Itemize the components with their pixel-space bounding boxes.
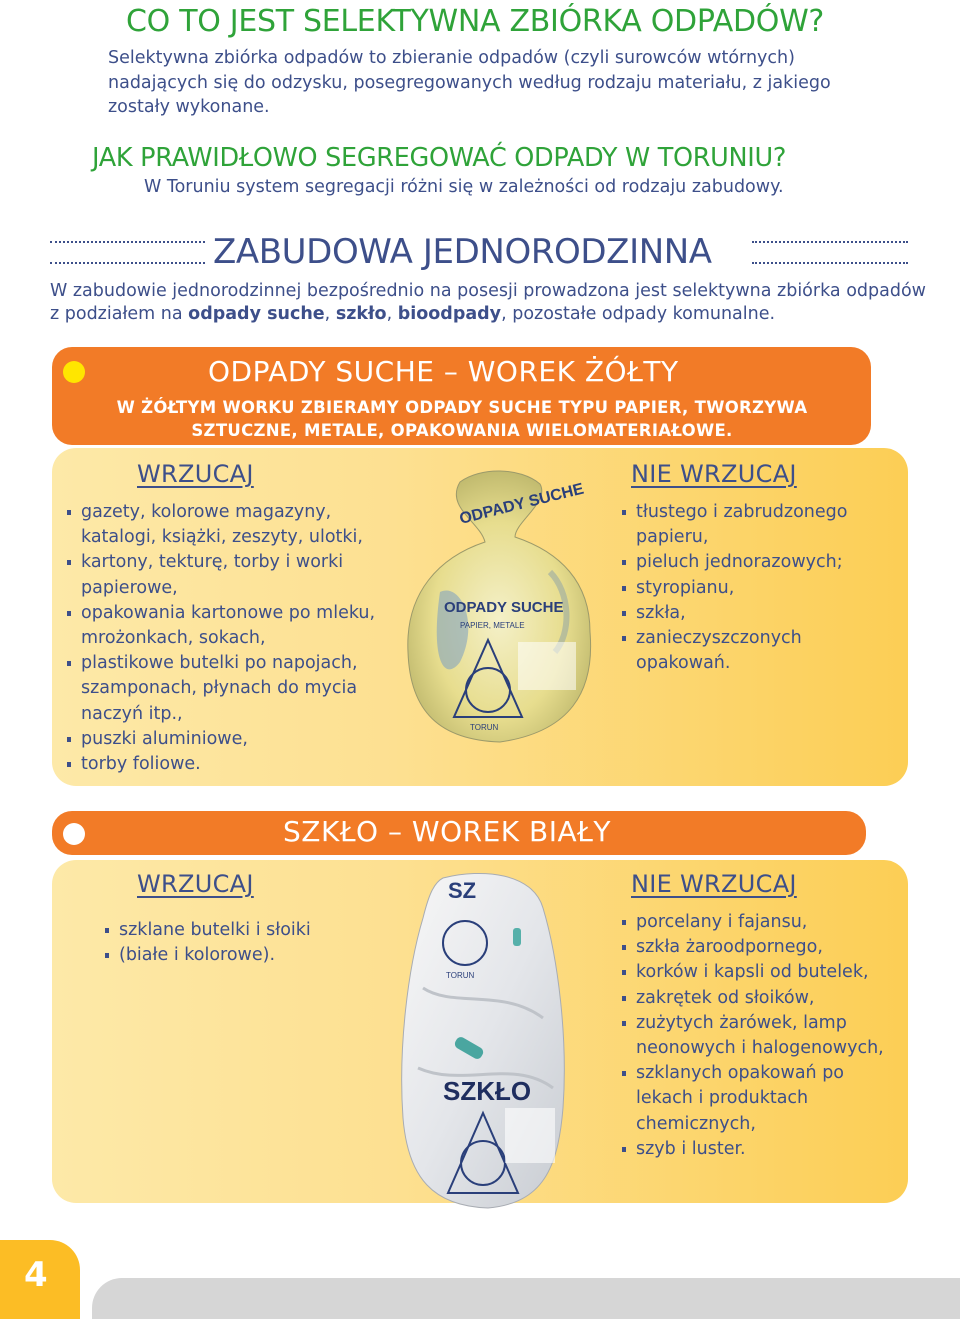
dry-waste-title: ODPADY SUCHE – WOREK ŻÓŁTY <box>208 355 679 388</box>
list-item: opakowania kartonowe po mleku, mrożonkach, sokach, <box>67 601 387 651</box>
glass-yes-heading: WRZUCAJ <box>137 870 254 898</box>
list-item: szkła żaroodpornego, <box>622 935 902 960</box>
list-item: porcelany i fajansu, <box>622 910 902 935</box>
bag-print-brand: TORUN <box>470 723 499 732</box>
bag-print-sub: PAPIER, METALE <box>460 621 525 630</box>
dry-no-heading: NIE WRZUCAJ <box>631 460 797 488</box>
glass-title: SZKŁO – WOREK BIAŁY <box>283 815 611 848</box>
desc-bold-glass: szkło <box>335 304 387 324</box>
dotted-rule-left-bottom <box>50 262 205 264</box>
list-item: plastikowe butelki po napojach, szamponach, płynach do mycia naczyń itp., <box>67 651 387 727</box>
list-item: torby foliowe. <box>67 752 387 777</box>
main-heading: CO TO JEST SELEKTYWNA ZBIÓRKA ODPADÓW? <box>126 4 825 39</box>
white-bin-dot-icon <box>63 823 85 845</box>
page-number: 4 <box>24 1255 48 1295</box>
list-item: korków i kapsli od butelek, <box>622 960 902 985</box>
list-item: zakrętek od słoików, <box>622 986 902 1011</box>
list-item: szyb i luster. <box>622 1137 902 1162</box>
dotted-rule-right-top <box>752 241 908 243</box>
desc-text-2: , pozostałe odpady komunalne. <box>501 304 776 324</box>
list-item: styropianu, <box>622 576 872 601</box>
desc-bold-bio: bioodpady <box>397 304 502 324</box>
dry-yes-list <box>67 500 387 777</box>
yellow-bin-dot-icon <box>63 361 85 383</box>
list-item: kartony, tekturę, torby i worki papierowe, <box>67 550 387 600</box>
bag-print-brand: TORUN <box>446 971 475 980</box>
bag-print-label: SZKŁO <box>443 1076 532 1106</box>
yellow-bag-photo <box>400 462 600 752</box>
bag-print-top: SZ <box>448 878 477 903</box>
intro-paragraph: Selektywna zbiórka odpadów to zbieranie odpadów (czyli surowców wtórnych) nadających się do odzysku, posegregowanych według rodzaju materiału, z jakiego zostały wykonane. <box>108 48 831 117</box>
section-description <box>50 280 930 326</box>
desc-bold-dry: odpady suche <box>188 304 325 324</box>
dotted-rule-left-top <box>50 241 205 243</box>
glass-no-heading: NIE WRZUCAJ <box>631 870 797 898</box>
list-item: zanieczyszczonych opakowań. <box>622 626 872 676</box>
desc-sep-2: , <box>386 304 398 324</box>
desc-sep-1: , <box>324 304 336 324</box>
list-item: szkła, <box>622 601 872 626</box>
dry-waste-subtitle: W ŻÓŁTYM WORKU ZBIERAMY ODPADY SUCHE TYPU PAPIER, TWORZYWA SZTUCZNE, METALE, OPAKOWANIA WIELOMATERIAŁOWE. <box>116 398 808 440</box>
list-item: puszki aluminiowe, <box>67 727 387 752</box>
list-item: szklane butelki i słoiki <box>105 918 365 943</box>
torun-heading: JAK PRAWIDŁOWO SEGREGOWAĆ ODPADY W TORUNIU? <box>92 143 787 173</box>
bag-print-top: ODPADY SUCHE <box>457 480 586 528</box>
list-item: zużytych żarówek, lamp neonowych i halogenowych, <box>622 1011 902 1061</box>
glass-yes-list <box>105 918 365 968</box>
list-item: szklanych opakowań po lekach i produktach chemicznych, <box>622 1061 902 1137</box>
section-title: ZABUDOWA JEDNORODZINNA <box>213 232 712 272</box>
dry-yes-heading: WRZUCAJ <box>137 460 254 488</box>
list-item: tłustego i zabrudzonego papieru, <box>622 500 872 550</box>
white-bag-photo <box>393 868 573 1213</box>
dry-no-list <box>622 500 872 676</box>
glass-no-list <box>622 910 902 1162</box>
list-item: gazety, kolorowe magazyny, katalogi, książki, zeszyty, ulotki, <box>67 500 387 550</box>
desc-text-1: W zabudowie jednorodzinnej bezpośrednio na posesji prowadzona jest selektywna zbiórka odpadów z podziałem na <box>50 281 926 324</box>
dotted-rule-right-bottom <box>752 262 908 264</box>
glass-banner <box>52 811 866 855</box>
list-item: pieluch jednorazowych; <box>622 550 872 575</box>
footer-bar <box>92 1278 960 1319</box>
torun-paragraph: W Toruniu system segregacji różni się w zależności od rodzaju zabudowy. <box>144 177 784 197</box>
dry-waste-banner <box>52 347 871 445</box>
bag-print-label: ODPADY SUCHE <box>444 599 564 616</box>
list-item: (białe i kolorowe). <box>105 943 365 968</box>
